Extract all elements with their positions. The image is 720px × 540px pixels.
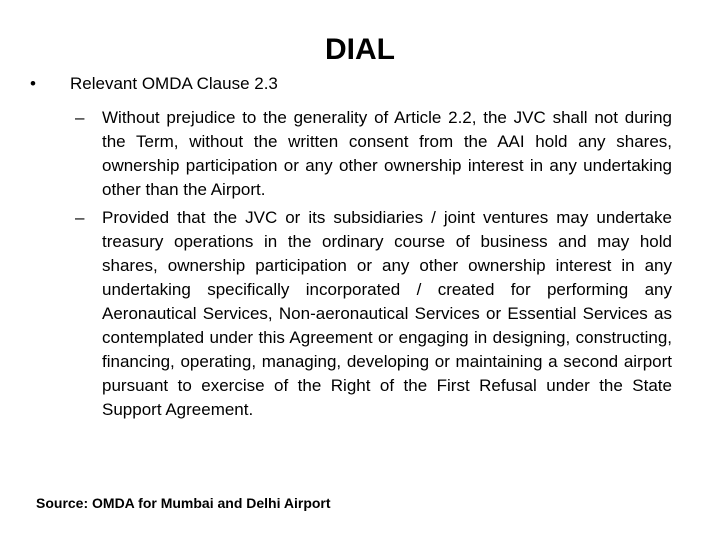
sub-item-provided	[75, 206, 672, 422]
dash-icon: –	[75, 208, 85, 227]
slide-title: DIAL	[325, 33, 395, 66]
dash-icon: –	[75, 108, 85, 127]
sub-item-prejudice	[75, 106, 672, 202]
sub-item-text: Provided that the JVC or its subsidiaries / joint ventures may undertake treasury operations in the ordinary course of business and may hold shares, ownership participation or any other ownership interest in any undertaking specifically incorporated / created for performing any Aeronautical Services, Non-aeronautical Services or Essential Services as contemplated under this Agreement or engaging in designing, constructing, financing, operating, managing, developing or maintaining a second airport pursuant to exercise of the Right of the First Refusal under the State Support Agreement.	[102, 208, 672, 419]
source-note: Source: OMDA for Mumbai and Delhi Airport	[36, 495, 331, 511]
bullet-label: Relevant OMDA Clause 2.3	[70, 74, 278, 93]
bullet-icon: •	[30, 74, 36, 93]
bullet-item	[30, 73, 278, 95]
sub-item-text: Without prejudice to the generality of Article 2.2, the JVC shall not during the Term, without the written consent from the AAI hold any shares, ownership participation or any other ownership interest in any undertaking other than the Airport.	[102, 108, 672, 199]
